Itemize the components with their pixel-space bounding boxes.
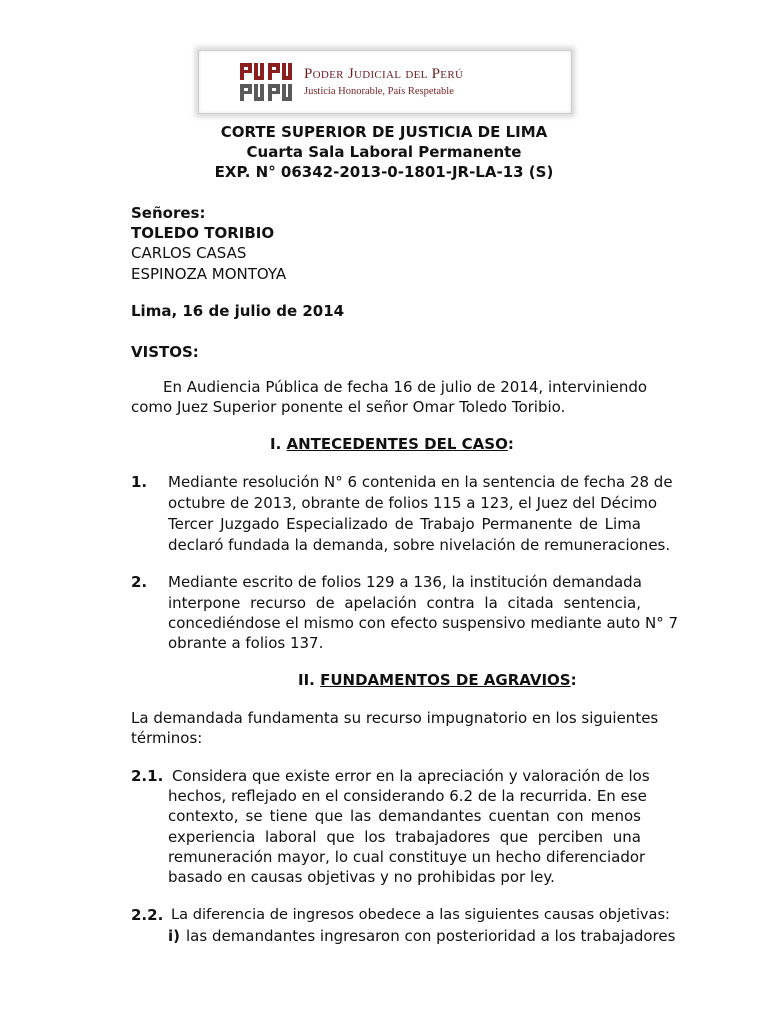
- section-title: ANTECEDENTES DEL CASO: [286, 435, 508, 453]
- paragraph-line: interpone recurso de apelación contra la citada sentencia,: [168, 594, 641, 612]
- paragraph-line: remuneración mayor, lo cual constituye un hecho diferenciador: [168, 848, 646, 866]
- paragraph-line: contexto, se tiene que las demandantes cuentan con menos: [168, 807, 641, 825]
- paragraph-line: Considera que existe error en la apreciación y valoración de los: [172, 767, 650, 785]
- paragraph-line: declaró fundada la demanda, sobre nivelación de remuneraciones.: [168, 536, 671, 554]
- paragraph-line: obrante a folios 137.: [168, 634, 324, 652]
- item-number: 1.: [131, 473, 148, 491]
- poder-judicial-logo-icon: [239, 62, 295, 102]
- court-name: CORTE SUPERIOR DE JUSTICIA DE LIMA: [220, 123, 548, 141]
- item-number: 2.: [131, 573, 148, 591]
- logo-title: Poder Judicial del Perú: [304, 66, 464, 82]
- judges-heading: Señores:: [131, 204, 206, 222]
- section-heading: [270, 434, 514, 454]
- chamber-name: Cuarta Sala Laboral Permanente: [246, 143, 522, 161]
- logo-subtitle: Justicia Honorable, País Respetable: [304, 86, 454, 97]
- inline-marker: i): [168, 927, 180, 945]
- section-title: FUNDAMENTOS DE AGRAVIOS: [320, 671, 571, 689]
- paragraph-line: Tercer Juzgado Especializado de Trabajo Permanente de Lima: [168, 515, 641, 533]
- case-number: EXP. N° 06342-2013-0-1801-JR-LA-13 (S): [214, 163, 554, 181]
- judge-name: CARLOS CASAS: [131, 244, 247, 262]
- paragraph-line: las demandantes ingresaron con posterioridad a los trabajadores: [186, 927, 676, 945]
- item-number: 2.2.: [131, 906, 164, 924]
- section-colon: :: [570, 671, 577, 689]
- paragraph-line: basado en causas objetivas y no prohibidas por ley.: [168, 868, 555, 886]
- institution-logo: [198, 50, 572, 114]
- paragraph-line: Mediante escrito de folios 129 a 136, la institución demandada: [168, 573, 642, 591]
- paragraph-line: hechos, reflejado en el considerando 6.2 de la recurrida. En ese: [168, 787, 647, 805]
- paragraph-line: experiencia laboral que los trabajadores que perciben una: [168, 828, 641, 846]
- paragraph-line: La diferencia de ingresos obedece a las siguientes causas objetivas:: [171, 906, 670, 923]
- date-line: Lima, 16 de julio de 2014: [131, 302, 345, 320]
- paragraph-line: Mediante resolución N° 6 contenida en la sentencia de fecha 28 de: [168, 473, 673, 491]
- judge-name: ESPINOZA MONTOYA: [131, 265, 287, 283]
- paragraph-line: términos:: [131, 729, 203, 747]
- judge-name: TOLEDO TORIBIO: [131, 224, 275, 242]
- paragraph-line: La demandada fundamenta su recurso impugnatorio en los siguientes: [131, 709, 659, 727]
- section-numeral: I.: [270, 435, 282, 453]
- section-colon: :: [507, 435, 514, 453]
- paragraph-line: como Juez Superior ponente el señor Omar Toledo Toribio.: [131, 398, 566, 416]
- paragraph-line: En Audiencia Pública de fecha 16 de julio de 2014, interviniendo: [163, 378, 648, 396]
- vistos-heading: VISTOS:: [131, 343, 199, 361]
- section-numeral: II.: [298, 671, 315, 689]
- section-heading: [298, 670, 577, 690]
- paragraph-line: octubre de 2013, obrante de folios 115 a 123, el Juez del Décimo: [168, 494, 658, 512]
- item-number: 2.1.: [131, 767, 164, 785]
- paragraph-line: concediéndose el mismo con efecto suspensivo mediante auto N° 7: [168, 614, 679, 632]
